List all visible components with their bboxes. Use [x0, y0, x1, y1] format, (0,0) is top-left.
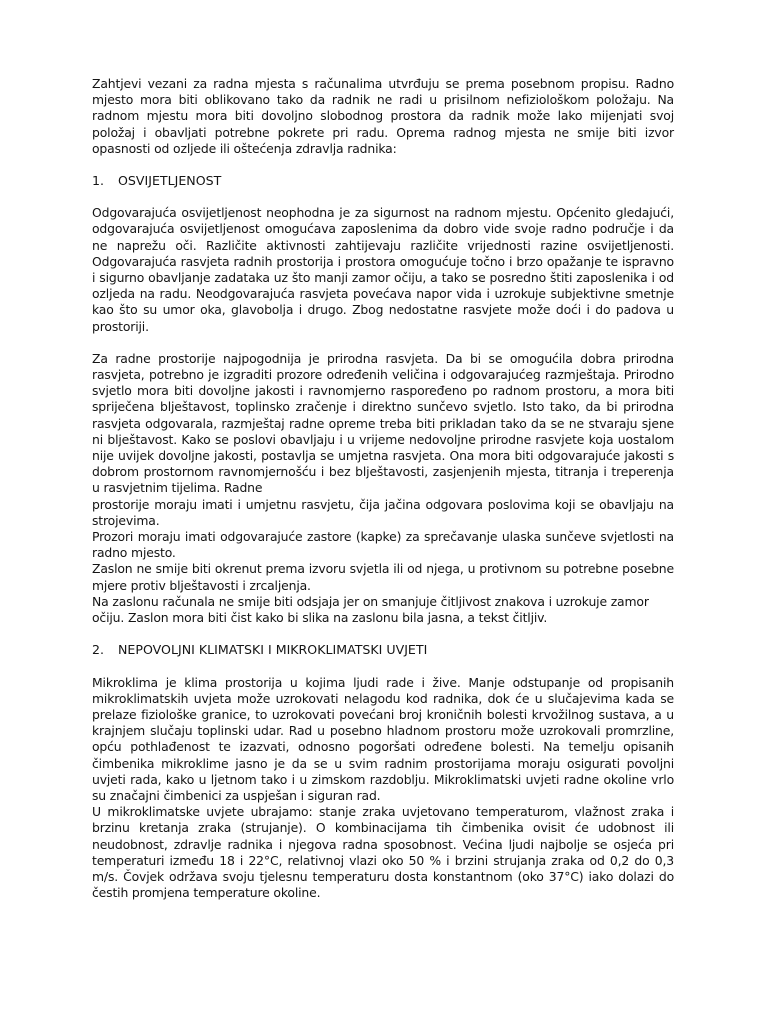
paragraph: U mikroklimatske uvjete ubrajamo: stanje zraka uvjetovano temperaturom, vlažnost zraka i brzinu kretanja zraka (strujanje). O kombinacijama tih čimbenika ovisit će udobnost ili neudobnost, zdravlje radnika i njegova radna sposobnost. Većina ljudi najbolje se osjeća pri temperaturi između 18 i 22°C, relativnoj vlazi oko 50 % i brzini strujanja zraka od 0,2 do 0,3 m/s. Čovjek održava svoju tjelesnu temperaturu dosta konstantnom (oko 37°C) iako dolazi do čestih promjena temperature okoline. — [92, 804, 674, 901]
paragraph: Mikroklima je klima prostorija u kojima ljudi rade i žive. Manje odstupanje od propisanih mikroklimatskih uvjeta može uzrokovati nelagodu kod radnika, dok će u slučajevima kada se prelaze fiziološke granice, to uzrokovati povećani broj kroničnih bolesti krvožilnog sustava, a u krajnjem slučaju toplinski udar. Rad u posebno hladnom prostoru može uzrokovali promrzline, opću pothlađenost te izazvati, odnosno pogoršati određene bolesti. Na temelju opisanih čimbenika mikroklime jasno je da se u svim radnim prostorijama moraju osigurati povoljni uvjeti rada, kako u ljetnom tako i u zimskom razdoblju. Mikroklimatski uvjeti radne okoline vrlo su značajni čimbenici za uspješan i siguran rad. — [92, 674, 674, 803]
intro-paragraph: Zahtjevi vezani za radna mjesta s računalima utvrđuju se prema posebnom propisu. Radno mjesto mora biti oblikovano tako da radnik ne radi u prisilnom nefiziološkom položaju. Na radnom mjestu mora biti dovoljno slobodnog prostora da radnik može lako mijenjati svoj položaj i obavljati potrebne pokrete pri radu. Oprema radnog mjesta ne smije biti izvor opasnosti od ozljede ili oštećenja zdravlja radnika: — [92, 76, 674, 156]
section-number: 2. — [92, 642, 105, 658]
paragraph: Prozori moraju imati odgovarajuće zastore (kapke) za sprečavanje ulaska sunčeve svjetlosti na radno mjesto. — [92, 529, 674, 561]
paragraph: prostorije moraju imati i umjetnu rasvjetu, čija jačina odgovara poslovima koji se obavljaju na strojevima. — [92, 496, 674, 528]
paragraph: Odgovarajuća osvijetljenost neophodna je za sigurnost na radnom mjestu. Općenito gledajući, odgovarajuća osvijetljenost omogućava zaposlenima da dobro vide svoje radno područje i da ne naprežu oči. Različite aktivnosti zahtijevaju različite vrijednosti razine osvijetljenosti. Odgovarajuća rasvjeta radnih prostorija i prostora omogućuje točno i brzo opažanje te ispravno i sigurno obavljanje zadataka uz što manji zamor očiju, a tako se posredno štiti zaposlenika i od ozljeda na radu. Neodgovarajuća rasvjeta povećava napor vida i uzrokuje subjektivne smetnje kao što su umor oka, glavobolja i drugo. Zbog nedostatne rasvjete može doći i do padova u prostoriji. — [92, 205, 674, 334]
section-title: OSVIJETLJENOST — [118, 173, 222, 189]
document-page — [92, 76, 674, 901]
section-title: NEPOVOLJNI KLIMATSKI I MIKROKLIMATSKI UVJETI — [118, 642, 428, 658]
paragraph: Za radne prostorije najpogodnija je prirodna rasvjeta. Da bi se omogućila dobra prirodna rasvjeta, potrebno je izgraditi prozore određenih veličina i odgovarajućeg razmještaja. Prirodno svjetlo mora biti dovoljne jakosti i ravnomjerno raspoređeno po radnom prostoru, a mora biti spriječena blještavost, toplinsko zračenje i direktno sunčevo svjetlo. Isto tako, da bi prirodna rasvjeta odgovarala, razmještaj radne opreme treba biti prikladan tako da se ne stvaraju sjene ni blještavost. Kako se poslovi obavljaju i u vrijeme nedovoljne prirodne rasvjete koja uostalom nije uvijek dovoljne jakosti, postavlja se umjetna rasvjeta. Ona mora biti odgovarajuće jakosti s dobrom prostornom ravnomjernošću i bez blještavosti, zasjenjenih mjesta, titranja i treperenja u rasvjetnim tijelima. Radne — [92, 350, 674, 496]
paragraph: Zaslon ne smije biti okrenut prema izvoru svjetla ili od njega, u protivnom su potrebne posebne mjere protiv blještavosti i zrcaljenja. — [92, 561, 674, 593]
section-heading-osvijetljenost — [92, 173, 674, 189]
paragraph: Na zaslonu računala ne smije biti odsjaja jer on smanjuje čitljivost znakova i uzrokuje zamor očiju. Zaslon mora biti čist kako bi slika na zaslonu bila jasna, a tekst čitljiv. — [92, 593, 649, 626]
section-heading-mikroklima — [92, 642, 674, 658]
section-number: 1. — [92, 173, 105, 189]
